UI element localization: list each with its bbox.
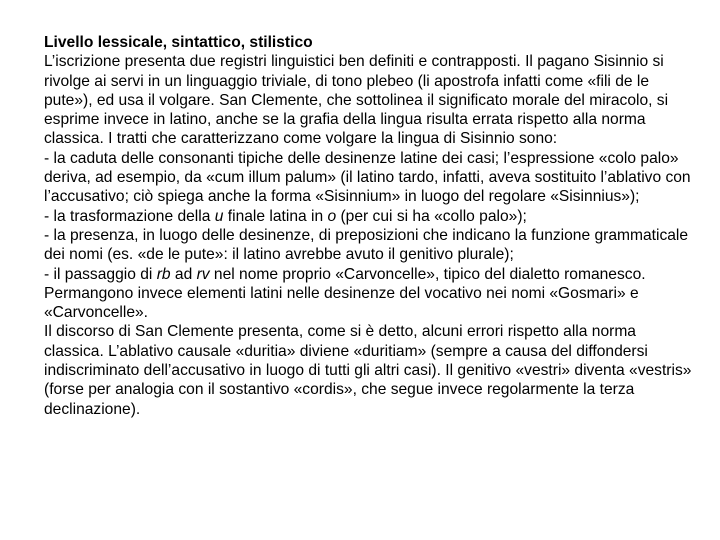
point-rb-to-rv-text-a: - il passaggio di — [44, 265, 157, 283]
point-prepositions: - la presenza, in luogo delle desinenze, di preposizioni che indicano la funzione grammaticale dei nomi (es. «de le pute»: il latino avrebbe avuto il genitivo plurale); — [44, 226, 689, 264]
point-u-to-o — [44, 207, 692, 226]
point-rb-to-rv — [44, 265, 692, 323]
slide-text-block — [44, 33, 692, 419]
conclusion-paragraph: Il discorso di San Clemente presenta, come si è detto, alcuni errori rispetto alla norma classica. L’ablativo causale «duritia» diviene «duritiam» (sempre a causa del diffondersi indiscriminato dell’accusativo in luogo di tutti gli altri casi). Il genitivo «vestri» diventa «vestris» (forse per analogia con il sostantivo «cordis», che segue invece regolarmente la terza declinazione). — [44, 323, 692, 418]
point-rb-to-rv-letters-rb: rb — [156, 265, 171, 283]
point-u-to-o-letter-o: o — [327, 207, 337, 225]
point-u-to-o-letter-u: u — [214, 207, 224, 225]
point-u-to-o-text-c: finale latina in — [223, 207, 328, 225]
intro-paragraph: L’iscrizione presenta due registri linguistici ben definiti e contrapposti. Il pagano Sisinnio si rivolge ai servi in un linguaggio triviale, di tono plebeo (li apostrofa infatti come «fili de le pute»), ed usa il volgare. San Clemente, che sottolinea il significato morale del miracolo, si esprime invece in latino, anche se la grafia della lingua risulta errata rispetto alla norma classica. I tratti che caratterizzano come volgare la lingua di Sisinnio sono: — [44, 53, 669, 148]
point-u-to-o-text-e: (per cui si ha «collo palo»); — [336, 207, 527, 225]
point-rb-to-rv-text-c: ad — [170, 265, 197, 283]
point-rb-to-rv-text-e: nel nome proprio «Carvoncelle», tipico del dialetto romanesco. Permangono invece elementi latini nelle desinenze del vocativo nei nomi «Gosmari» e «Carvoncelle». — [44, 265, 646, 322]
point-u-to-o-text-a: - la trasformazione della — [44, 207, 215, 225]
point-consonant-drop: - la caduta delle consonanti tipiche delle desinenze latine dei casi; l’espressione «colo palo» deriva, ad esempio, da «cum illum palum» (il latino tardo, infatti, aveva sostituito l’ablativo con l’accusativo; ciò spiega anche la forma «Sisinnium» in luogo del regolare «Sisinnius»); — [44, 149, 691, 206]
point-rb-to-rv-letters-rv: rv — [196, 265, 210, 283]
slide-title: Livello lessicale, sintattico, stilistico — [44, 34, 313, 51]
